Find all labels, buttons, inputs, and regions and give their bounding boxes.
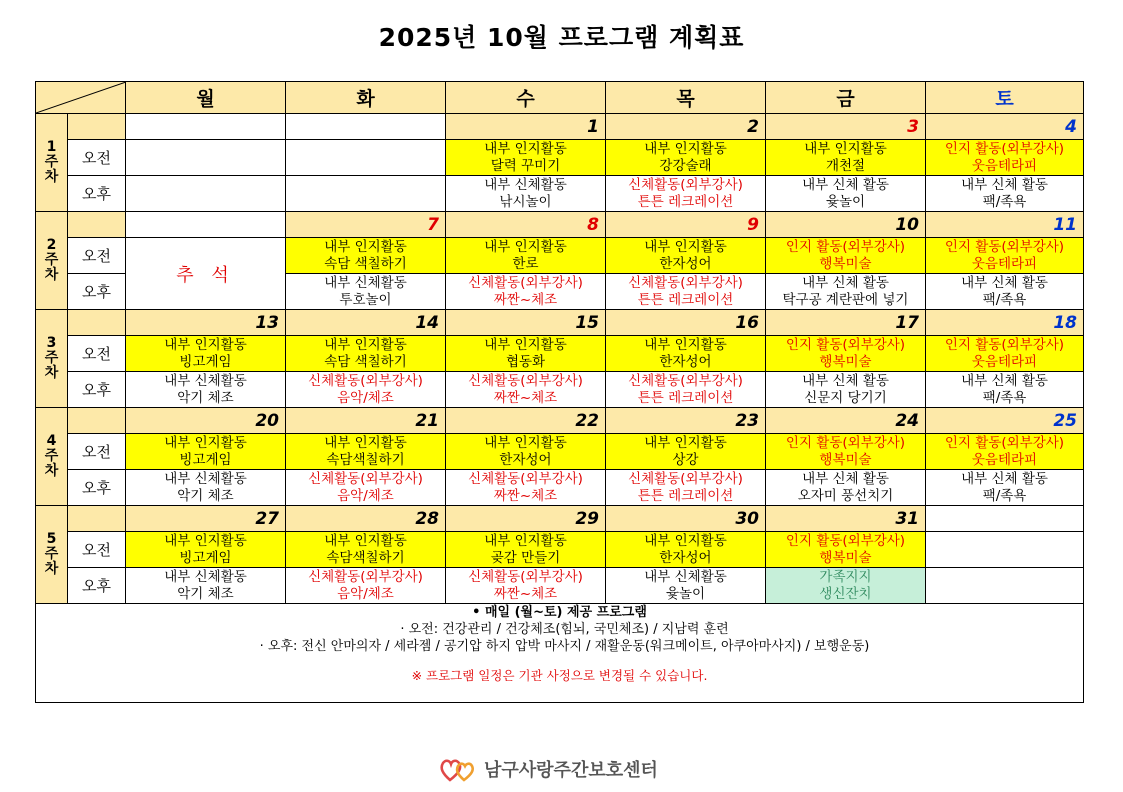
date-cell-wed: 8 [446, 212, 606, 238]
date-cell-fri: 31 [766, 506, 926, 532]
program-line: 인지 활동(외부강사) [944, 140, 1065, 157]
week-label [36, 114, 68, 212]
program-line: 웃음테라피 [971, 451, 1038, 468]
program-line: 내부 신체활동 [324, 274, 407, 291]
program-line: 웃음테라피 [971, 255, 1038, 272]
program-line: 내부 인지활동 [164, 336, 247, 353]
date-cell-mon [126, 114, 286, 140]
program-line: 내부 신체 활동 [961, 470, 1048, 487]
program-line: 신체활동(외부강사) [628, 470, 743, 487]
date-cell-sat: 4 [926, 114, 1084, 140]
program-line: 튼튼 레크레이션 [637, 193, 734, 210]
program-line: 음악/체조 [337, 487, 394, 504]
program-cell-sat [926, 238, 1084, 274]
week-am-row [36, 140, 1084, 176]
date-cell-fri: 17 [766, 310, 926, 336]
program-cell-fri [766, 532, 926, 568]
week-label-char: 주 [44, 154, 59, 170]
day-header-thu: 목 [606, 82, 766, 114]
date-cell-sat [926, 506, 1084, 532]
program-line: 한로 [512, 255, 539, 272]
date-cell-mon: 20 [126, 408, 286, 434]
program-cell-tue [286, 274, 446, 310]
week-label-char: 4 [46, 433, 57, 449]
program-line: 내부 인지활동 [164, 532, 247, 549]
program-line: 곶감 만들기 [490, 549, 561, 566]
program-line: 음악/체조 [337, 585, 394, 602]
program-line: 윷놀이 [825, 193, 866, 210]
program-cell-wed [446, 470, 606, 506]
week-date-row [36, 408, 1084, 434]
program-line: 웃음테라피 [971, 157, 1038, 174]
program-line: 악기 체조 [177, 389, 234, 406]
program-cell-thu [606, 176, 766, 212]
program-line: 내부 신체 활동 [961, 372, 1048, 389]
program-cell-tue [286, 532, 446, 568]
program-cell-thu [606, 568, 766, 604]
program-line: 한자성어 [499, 451, 552, 468]
slot-label-am: 오전 [68, 532, 126, 568]
program-line: 인지 활동(외부강사) [944, 238, 1065, 255]
program-cell-thu [606, 532, 766, 568]
center-logo [440, 756, 658, 782]
program-cell-sat [926, 568, 1084, 604]
program-line: 속담 색칠하기 [324, 255, 407, 272]
program-cell-wed [446, 140, 606, 176]
slot-label-pm: 오후 [68, 176, 126, 212]
slot-label-am: 오전 [68, 238, 126, 274]
week-pm-row [36, 176, 1084, 212]
program-cell-tue [286, 238, 446, 274]
center-name: 남구사랑주간보호센터 [484, 760, 658, 781]
program-cell-mon [126, 532, 286, 568]
week-date-row [36, 212, 1084, 238]
program-cell-thu [606, 470, 766, 506]
program-line: 튼튼 레크레이션 [637, 487, 734, 504]
program-line: 인지 활동(외부강사) [785, 336, 906, 353]
week-label-char: 차 [44, 365, 59, 381]
date-cell-fri: 10 [766, 212, 926, 238]
week-date-row [36, 114, 1084, 140]
program-cell-wed [446, 336, 606, 372]
date-cell-tue: 28 [286, 506, 446, 532]
program-line: 신체활동(외부강사) [468, 274, 583, 291]
program-cell-thu [606, 140, 766, 176]
program-line: 한자성어 [659, 549, 712, 566]
program-line: 탁구공 계란판에 넣기 [782, 291, 909, 308]
program-line: 악기 체조 [177, 487, 234, 504]
week-label-char: 1 [46, 139, 57, 155]
program-cell-sat [926, 140, 1084, 176]
week-label-char: 차 [44, 169, 59, 185]
week-pm-row [36, 568, 1084, 604]
slot-label-am: 오전 [68, 140, 126, 176]
day-header-fri: 금 [766, 82, 926, 114]
program-line: 팩/족욕 [982, 193, 1027, 210]
week-pm-row [36, 470, 1084, 506]
program-line: 내부 인지활동 [644, 140, 727, 157]
program-cell-fri [766, 336, 926, 372]
program-cell-tue [286, 470, 446, 506]
week-label-char: 차 [44, 267, 59, 283]
program-line: 윷놀이 [665, 585, 706, 602]
date-cell-thu: 23 [606, 408, 766, 434]
program-line: 내부 인지활동 [644, 336, 727, 353]
date-cell-thu: 9 [606, 212, 766, 238]
program-cell-wed [446, 176, 606, 212]
week-label [36, 408, 68, 506]
program-line: 행복미술 [819, 353, 872, 370]
slot-blank-cell [68, 408, 126, 434]
program-line: 튼튼 레크레이션 [637, 389, 734, 406]
week-am-row [36, 434, 1084, 470]
week-pm-row [36, 372, 1084, 408]
date-cell-wed: 1 [446, 114, 606, 140]
program-line: 음악/체조 [337, 389, 394, 406]
program-cell-sat [926, 176, 1084, 212]
program-cell-mon [126, 372, 286, 408]
program-line: 투호놀이 [339, 291, 392, 308]
slot-blank-cell [68, 506, 126, 532]
program-cell-tue [286, 176, 446, 212]
program-line: 신체활동(외부강사) [628, 372, 743, 389]
slot-label-pm: 오후 [68, 274, 126, 310]
program-cell-fri [766, 372, 926, 408]
week-label [36, 212, 68, 310]
program-line: 내부 신체 활동 [802, 176, 889, 193]
program-cell-wed [446, 568, 606, 604]
notes-warning: ※ 프로그램 일정은 기관 사정으로 변경될 수 있습니다. [411, 668, 708, 683]
program-line: 신체활동(외부강사) [628, 274, 743, 291]
date-cell-wed: 29 [446, 506, 606, 532]
slot-label-pm: 오후 [68, 470, 126, 506]
program-line: 오자미 풍선치기 [797, 487, 894, 504]
program-line: 내부 인지활동 [324, 532, 407, 549]
program-cell-fri [766, 568, 926, 604]
date-cell-thu: 16 [606, 310, 766, 336]
week-label-char: 5 [46, 531, 57, 547]
program-line: 인지 활동(외부강사) [944, 336, 1065, 353]
program-line: 협동화 [505, 353, 546, 370]
notes-pm-line: · 오후: 전신 안마의자 / 세라젬 / 공기압 하지 압박 마사지 / 재활운동(워크메이트, 아쿠아마사지) / 보행운동) [259, 639, 870, 654]
program-cell-thu [606, 372, 766, 408]
program-line: 인지 활동(외부강사) [785, 238, 906, 255]
week-label-char: 차 [44, 463, 59, 479]
date-cell-fri: 3 [766, 114, 926, 140]
date-cell-sat: 25 [926, 408, 1084, 434]
program-line: 신체활동(외부강사) [308, 470, 423, 487]
program-line: 내부 인지활동 [164, 434, 247, 451]
program-line: 개천절 [825, 157, 866, 174]
program-cell-wed [446, 372, 606, 408]
program-line: 내부 신체활동 [164, 372, 247, 389]
program-line: 인지 활동(외부강사) [785, 434, 906, 451]
program-cell-sat [926, 470, 1084, 506]
day-header-row [36, 82, 1084, 114]
slot-label-pm: 오후 [68, 372, 126, 408]
program-line: 신체활동(외부강사) [308, 372, 423, 389]
week-label [36, 310, 68, 408]
date-cell-mon: 27 [126, 506, 286, 532]
program-cell-fri [766, 434, 926, 470]
program-line: 내부 신체활동 [484, 176, 567, 193]
date-cell-tue: 14 [286, 310, 446, 336]
program-cell-sat [926, 274, 1084, 310]
date-cell-thu: 2 [606, 114, 766, 140]
diagonal-line-icon [36, 82, 126, 113]
program-cell-mon [126, 140, 286, 176]
week-label-char: 주 [44, 546, 59, 562]
program-cell-mon [126, 434, 286, 470]
program-line: 신체활동(외부강사) [308, 568, 423, 585]
program-cell-fri [766, 274, 926, 310]
program-cell-wed [446, 532, 606, 568]
program-line: 내부 인지활동 [324, 434, 407, 451]
program-cell-mon [126, 568, 286, 604]
program-line: 짜짠~체조 [493, 487, 558, 504]
day-header-tue: 화 [286, 82, 446, 114]
program-line: 낚시놀이 [499, 193, 552, 210]
program-cell-tue [286, 372, 446, 408]
program-line: 내부 인지활동 [484, 434, 567, 451]
program-cell-wed [446, 434, 606, 470]
slot-blank-cell [68, 212, 126, 238]
week-date-row [36, 506, 1084, 532]
program-line: 한자성어 [659, 353, 712, 370]
week-am-row [36, 336, 1084, 372]
week-am-row [36, 532, 1084, 568]
program-line: 짜짠~체조 [493, 389, 558, 406]
program-line: 한자성어 [659, 255, 712, 272]
slot-blank-cell [68, 114, 126, 140]
program-cell-thu [606, 336, 766, 372]
hearts-icon [440, 756, 478, 782]
date-cell-tue [286, 114, 446, 140]
program-line: 신체활동(외부강사) [628, 176, 743, 193]
week-label [36, 506, 68, 604]
program-line: 내부 신체활동 [164, 568, 247, 585]
program-line: 생신잔치 [819, 585, 872, 602]
week-label-char: 주 [44, 350, 59, 366]
program-line: 인지 활동(외부강사) [944, 434, 1065, 451]
day-header-wed: 수 [446, 82, 606, 114]
program-line: 내부 인지활동 [324, 336, 407, 353]
program-calendar [35, 81, 1084, 703]
slot-label-am: 오전 [68, 336, 126, 372]
week-date-row [36, 310, 1084, 336]
program-line: 상강 [672, 451, 699, 468]
program-line: 내부 인지활동 [644, 532, 727, 549]
program-line: 내부 신체 활동 [961, 176, 1048, 193]
program-line: 신문지 당기기 [804, 389, 887, 406]
program-cell-fri [766, 140, 926, 176]
program-line: 가족지지 [819, 568, 872, 585]
notes-heading: • 매일 (월~토) 제공 프로그램 [472, 605, 647, 620]
program-line: 내부 인지활동 [644, 434, 727, 451]
program-cell-tue [286, 140, 446, 176]
program-line: 내부 신체 활동 [802, 372, 889, 389]
program-line: 팩/족욕 [982, 389, 1027, 406]
date-cell-sat: 18 [926, 310, 1084, 336]
program-cell-fri [766, 238, 926, 274]
program-line: 내부 신체 활동 [961, 274, 1048, 291]
program-cell-thu [606, 434, 766, 470]
program-line: 강강술래 [659, 157, 712, 174]
program-line: 내부 신체활동 [644, 568, 727, 585]
corner-diagonal-cell [36, 82, 126, 114]
notes-cell [36, 604, 1084, 703]
program-cell-mon [126, 336, 286, 372]
program-line: 행복미술 [819, 451, 872, 468]
date-cell-tue: 7 [286, 212, 446, 238]
week-label-char: 차 [44, 561, 59, 577]
week-label-char: 주 [44, 448, 59, 464]
program-line: 팩/족욕 [982, 487, 1027, 504]
program-line: 악기 체조 [177, 585, 234, 602]
date-cell-tue: 21 [286, 408, 446, 434]
program-line: 행복미술 [819, 549, 872, 566]
program-cell-sat [926, 372, 1084, 408]
program-cell-tue [286, 336, 446, 372]
program-line: 내부 인지활동 [804, 140, 887, 157]
program-line: 인지 활동(외부강사) [785, 532, 906, 549]
date-cell-wed: 15 [446, 310, 606, 336]
program-line: 내부 인지활동 [484, 140, 567, 157]
program-cell-fri [766, 470, 926, 506]
day-header-mon: 월 [126, 82, 286, 114]
date-cell-fri: 24 [766, 408, 926, 434]
program-cell-wed [446, 274, 606, 310]
program-cell-wed [446, 238, 606, 274]
program-cell-sat [926, 434, 1084, 470]
date-cell-mon [126, 212, 286, 238]
date-cell-mon: 13 [126, 310, 286, 336]
slot-blank-cell [68, 310, 126, 336]
notes-row [36, 604, 1084, 703]
program-line: 내부 인지활동 [644, 238, 727, 255]
program-cell-tue [286, 434, 446, 470]
week-am-row [36, 238, 1084, 274]
program-cell-mon [126, 470, 286, 506]
program-line: 내부 인지활동 [484, 238, 567, 255]
program-line: 내부 인지활동 [484, 336, 567, 353]
program-line: 내부 신체 활동 [802, 274, 889, 291]
slot-label-am: 오전 [68, 434, 126, 470]
week-label-char: 주 [44, 252, 59, 268]
program-line: 내부 인지활동 [324, 238, 407, 255]
notes-am-line: · 오전: 건강관리 / 건강체조(힘뇌, 국민체조) / 지남력 훈련 [400, 622, 729, 637]
program-line: 빙고게임 [179, 549, 232, 566]
program-line: 내부 신체 활동 [802, 470, 889, 487]
program-line: 빙고게임 [179, 353, 232, 370]
program-line: 속담색칠하기 [326, 451, 405, 468]
program-line: 내부 신체활동 [164, 470, 247, 487]
program-line: 짜짠~체조 [493, 291, 558, 308]
date-cell-sat: 11 [926, 212, 1084, 238]
program-line: 신체활동(외부강사) [468, 470, 583, 487]
day-header-sat: 토 [926, 82, 1084, 114]
program-cell-fri [766, 176, 926, 212]
slot-label-pm: 오후 [68, 568, 126, 604]
week-label-char: 2 [46, 237, 57, 253]
program-cell-sat [926, 336, 1084, 372]
program-line: 팩/족욕 [982, 291, 1027, 308]
page-title: 2025년 10월 프로그램 계획표 [378, 23, 745, 52]
date-cell-thu: 30 [606, 506, 766, 532]
program-cell-mon [126, 176, 286, 212]
program-line: 행복미술 [819, 255, 872, 272]
program-cell-thu [606, 274, 766, 310]
program-cell-sat [926, 532, 1084, 568]
program-line: 신체활동(외부강사) [468, 568, 583, 585]
date-cell-wed: 22 [446, 408, 606, 434]
program-line: 달력 꾸미기 [490, 157, 561, 174]
program-line: 내부 인지활동 [484, 532, 567, 549]
program-cell-tue [286, 568, 446, 604]
program-line: 웃음테라피 [971, 353, 1038, 370]
week-label-char: 3 [46, 335, 57, 351]
program-line: 속담색칠하기 [326, 549, 405, 566]
program-cell-thu [606, 238, 766, 274]
holiday-cell: 추 석 [126, 238, 286, 310]
program-line: 튼튼 레크레이션 [637, 291, 734, 308]
program-line: 속담 색칠하기 [324, 353, 407, 370]
program-line: 신체활동(외부강사) [468, 372, 583, 389]
program-line: 짜짠~체조 [493, 585, 558, 602]
program-line: 빙고게임 [179, 451, 232, 468]
